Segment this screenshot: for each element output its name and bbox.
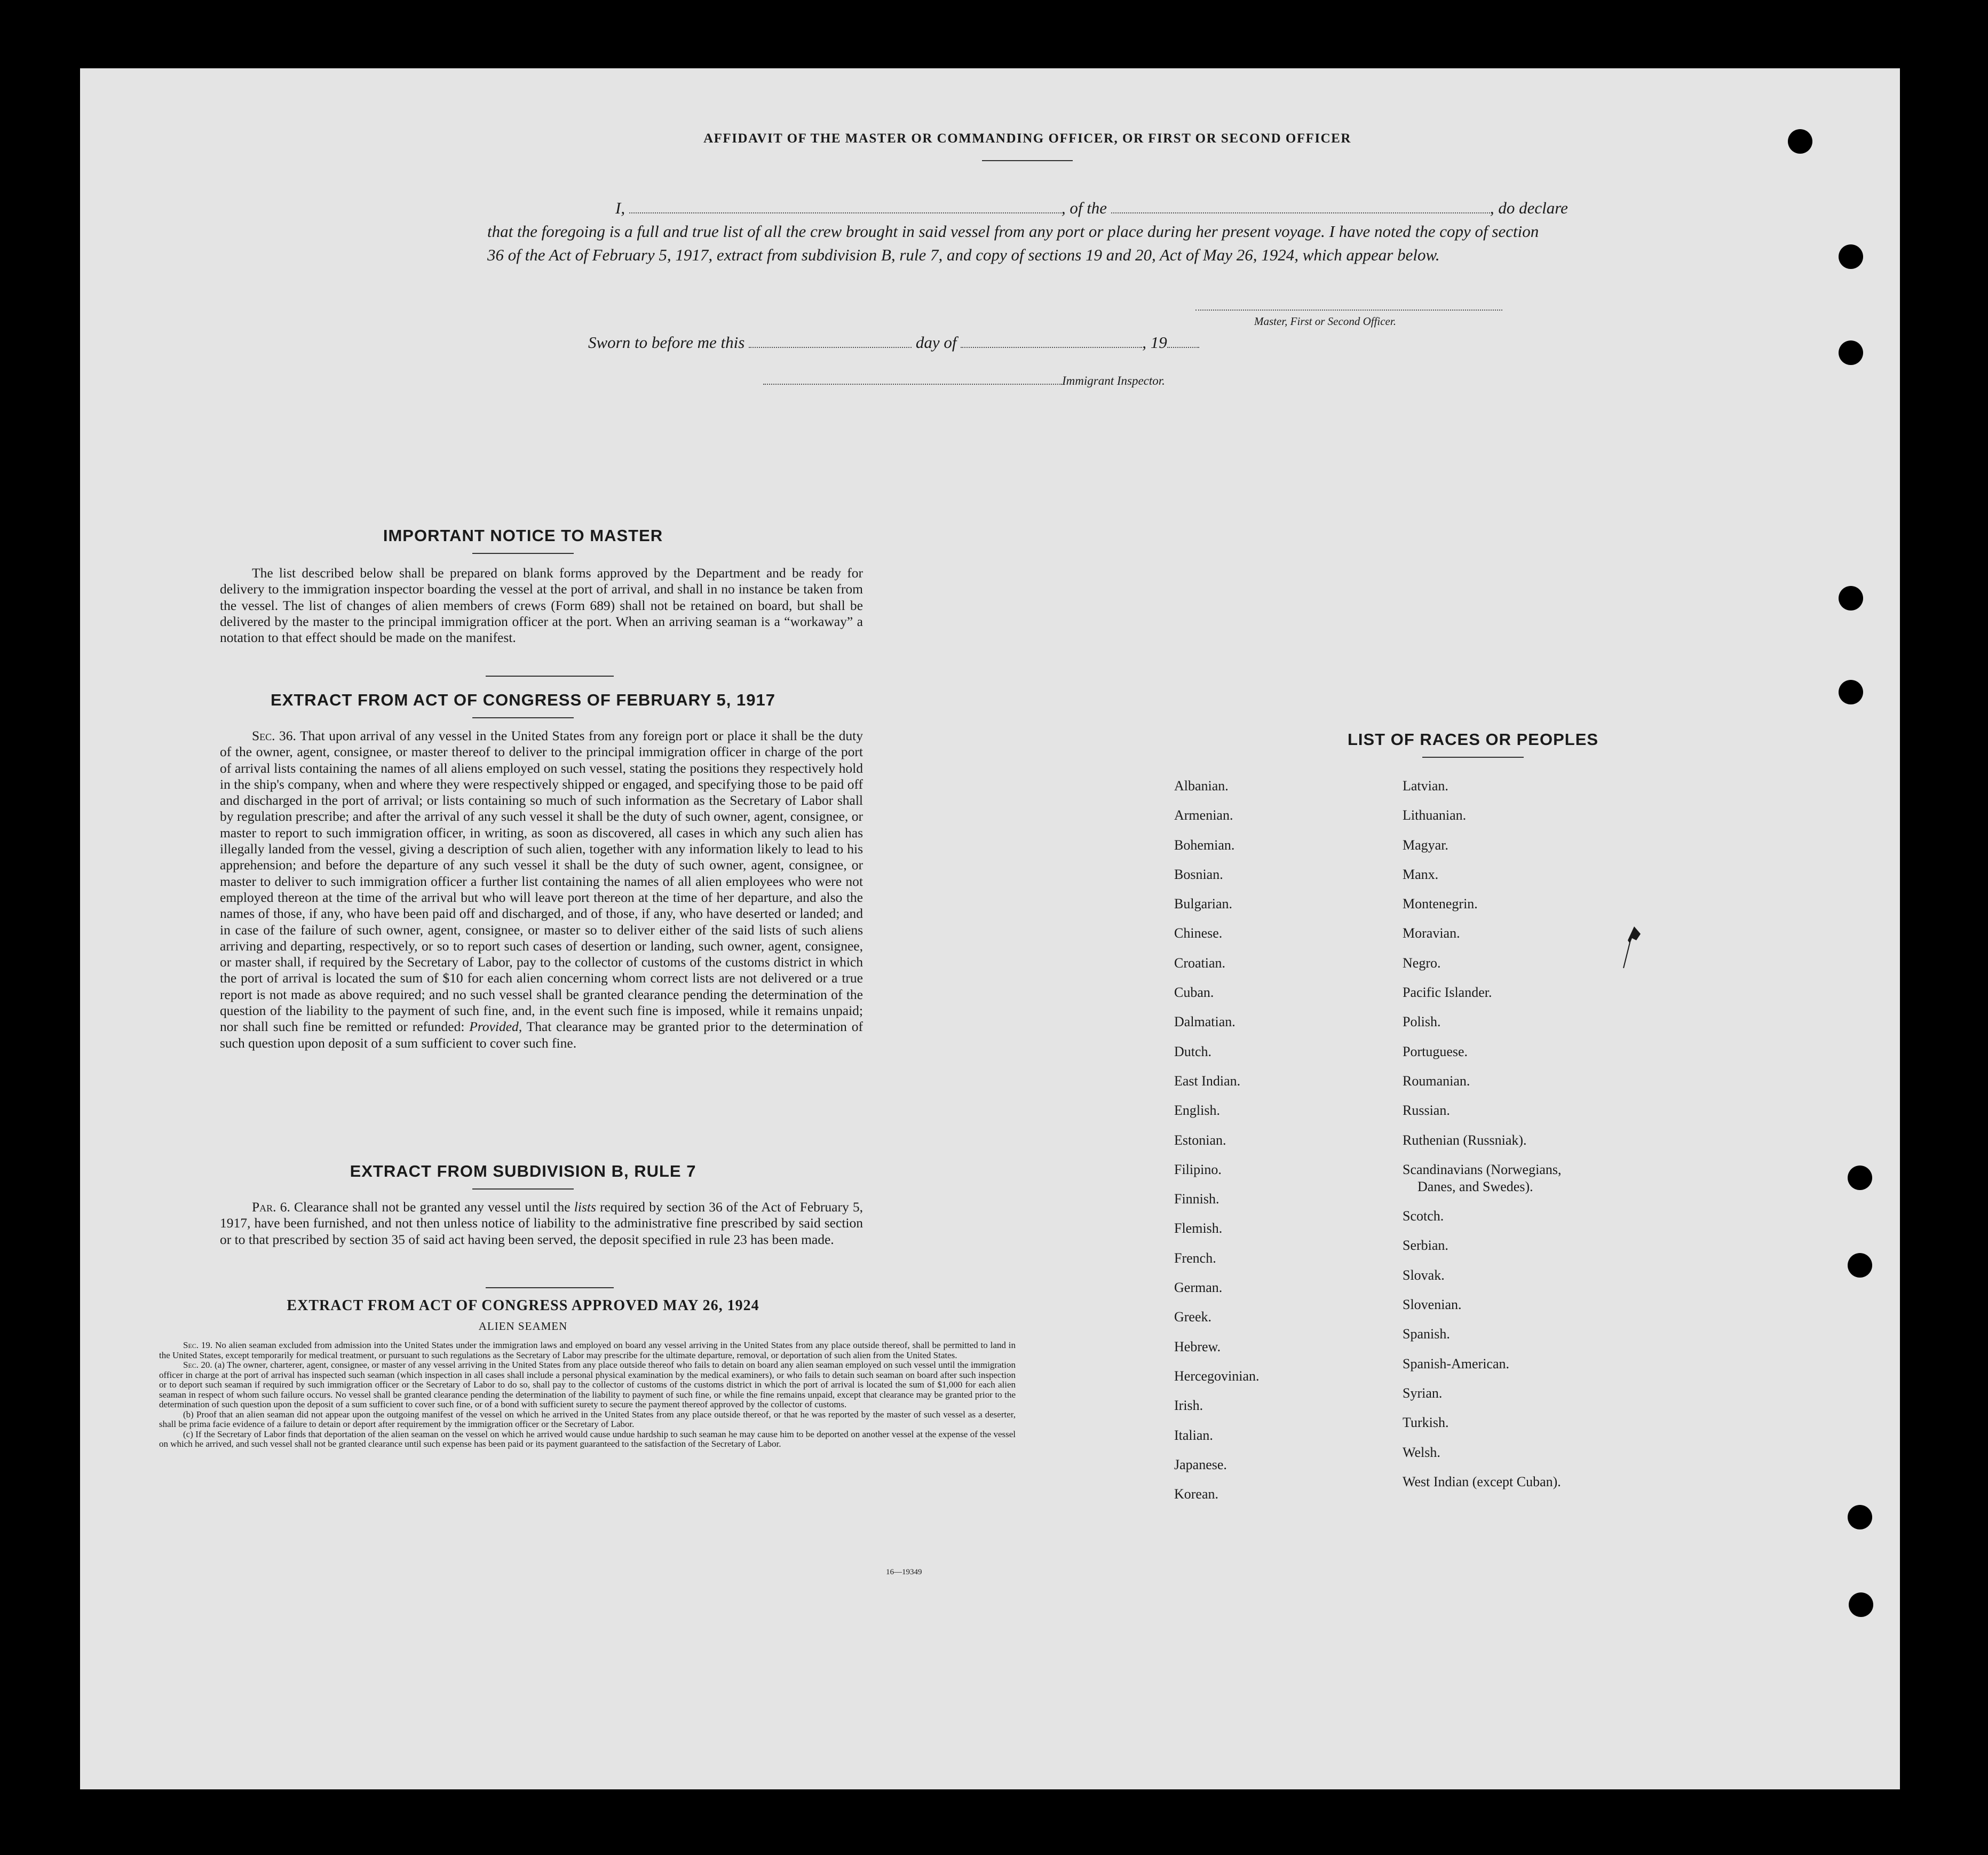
ink-mark [1618,922,1645,970]
race-item: Lithuanian. [1403,807,1467,823]
race-item: West Indian (except Cuban). [1403,1473,1561,1489]
vessel-blank-field[interactable] [1111,199,1490,213]
race-item: Chinese. [1174,925,1223,941]
heading-rule [472,1188,574,1190]
race-item: Korean. [1174,1486,1219,1502]
race-item: Scandinavians (Norwegians, [1403,1161,1562,1177]
race-item: Negro. [1403,955,1441,971]
punch-hole [1849,1592,1873,1617]
title-rule [982,160,1073,161]
inspector-line [763,374,1165,388]
i-label: I, [615,199,625,217]
race-item: Albanian. [1174,778,1229,794]
day-of-label: day of [915,333,957,352]
section-20c-text: (c) If the Secretary of Labor finds that deportation of the alien seaman on the vessel on which he arrived would cause undue hardship to such seaman he may cause him to be deported on another vessel at the expense of the vessel on which he arrived, and such vessel shall not be granted clearance until such expense has been paid or its payment guaranteed to the satisfaction of the Secretary of Labor. [159,1429,1016,1449]
race-item: Hercegovinian. [1174,1368,1260,1384]
punch-hole [1788,129,1812,154]
race-item: Welsh. [1403,1444,1440,1460]
race-item: Danes, and Swedes). [1417,1178,1533,1194]
day-blank-field[interactable] [749,333,912,348]
signature-line[interactable] [1195,310,1502,311]
race-item: Portuguese. [1403,1043,1468,1059]
rule-7-heading [219,1162,827,1190]
name-blank-field[interactable] [629,199,1062,213]
races-left-column [1174,778,1260,1516]
punch-hole [1848,1166,1872,1190]
declaration-text: that the foregoing is a full and true list of all the crew brought in said vessel from any port or place during her present voyage. I have noted the copy of section 36 of the Act of February 5, 1917, extract from subdivision B, rule 7, and copy of sections 19 and 20, Act of May 26, 1924, which appear below. [487,222,1539,264]
race-item: Roumanian. [1403,1073,1470,1089]
affidavit-title-text: AFFIDAVIT OF THE MASTER OR COMMANDING OFFICER, OR FIRST OR SECOND OFFICER [703,131,1351,146]
sworn-line [588,333,1199,352]
race-item: Finnish. [1174,1191,1219,1207]
notice-heading [219,526,827,554]
month-blank-field[interactable] [961,333,1142,348]
lists-word: lists [574,1199,596,1215]
race-item: Filipino. [1174,1161,1222,1177]
race-item: Flemish. [1174,1220,1223,1236]
race-item: Dutch. [1174,1043,1212,1059]
section-36-text: That upon arrival of any vessel in the United States from any foreign port or place it shall be the duty of the owner, agent, consignee, or master thereof to deliver to the principal immigration officer in charge of the port of arrival lists containing the names of all aliens employed on such vessel, stating the positions they respectively hold in the ship's company, when and where they were respectively shipped or engaged, and specifying those to be paid off and discharged in the port of arrival; or lists containing so much of such information as the Secretary of Labor shall by regulation prescribe; and after the arrival of any such vessel it shall be the duty of such owner, agent, consignee, or master to report to such immigration officer, in writing, as soon as discovered, all cases in which any such alien has illegally landed from the vessel, giving a description of such alien, together with any information likely to lead to his apprehension; and before the departure of any such vessel it shall be the duty of such owner, agent, consignee, or master to deliver to such immigration officer a further list containing the names of all alien employees who were not employed thereon at the time of the arrival but who will leave port thereon at the time of her departure, and also the names of those, if any, who have been paid off and discharged, and of those, if any, who have deserted or landed; and in case of the failure of such owner, agent, consignee, or master so to deliver either of the said lists of such aliens arriving and departing, respectively, or so to report such cases of desertion or landing, such owner, agent, consignee, or master shall, if required by the Secretary of Labor, pay to the collector of customs of the customs district in which the port of arrival is located the sum of $10 for each alien concerning whom correct lists are not delivered or a true report is not made as above required; and no such vessel shall be granted clearance pending the determination of the question of the liability to the payment of such fine, and, in the event such fine is imposed, while it remains unpaid; nor shall such fine be remitted or refunded: [220,728,863,1035]
race-item: German. [1174,1280,1223,1296]
race-item: Italian. [1174,1427,1213,1443]
heading-rule [1422,757,1524,758]
race-item: Manx. [1403,866,1439,882]
race-item: Magyar. [1403,837,1448,853]
paragraph-6 [220,1199,863,1248]
section-label: Sec. 36. [252,728,296,743]
section-20a-paragraph [159,1360,1016,1410]
punch-hole [1848,1505,1872,1529]
race-item: Polish. [1403,1014,1441,1030]
race-item: Syrian. [1403,1385,1443,1401]
extract-1924-title: EXTRACT FROM ACT OF CONGRESS APPROVED MAY 26, 1924 [287,1297,759,1314]
heading-rule [472,717,574,718]
race-item: Montenegrin. [1403,896,1478,912]
section-20b-text: (b) Proof that an alien seaman did not appear upon the outgoing manifest of the vessel on which he arrived in the United States from any place outside thereof, or that he was reported by the master of such vessel as a deserter, shall be prima facie evidence of a failure to detain or deport after requirement by the immigration officer or the Secretary of Labor. [159,1409,1016,1429]
race-item: Cuban. [1174,985,1214,1001]
races-heading [1227,730,1718,758]
extract-1917-body [220,728,863,1051]
race-item: Greek. [1174,1309,1212,1325]
punch-hole [1839,680,1863,704]
affidavit-declaration [487,196,1568,267]
par-label: Par. 6. [252,1199,290,1215]
section-label: Sec. 20. [183,1360,212,1370]
races-right-column [1403,778,1561,1503]
punch-hole [1839,244,1863,269]
punch-hole [1848,1253,1872,1278]
document-page [80,68,1900,1789]
form-number: 16—19349 [886,1568,922,1576]
signature-label: Master, First or Second Officer. [1254,315,1396,328]
race-item: English. [1174,1103,1220,1119]
section-36-paragraph [220,728,863,1051]
rule-7-text-a: Clearance shall not be granted any vessel until the [294,1199,571,1215]
sworn-label: Sworn to before me this [588,333,745,352]
race-item: French. [1174,1250,1216,1266]
affidavit-title [630,131,1425,161]
race-item: Moravian. [1403,925,1460,941]
race-item: Scotch. [1403,1208,1444,1224]
race-item: Dalmatian. [1174,1014,1235,1030]
rule-7-title: EXTRACT FROM SUBDIVISION B, RULE 7 [350,1162,696,1180]
race-item: Turkish. [1403,1415,1449,1431]
year-label: , 19 [1142,333,1167,352]
race-item: Hebrew. [1174,1338,1221,1354]
extract-1924-body [159,1341,1016,1449]
extract-1917-title: EXTRACT FROM ACT OF CONGRESS OF FEBRUARY 5, 1917 [271,691,775,709]
race-item: Pacific Islander. [1403,985,1492,1001]
rule-7-text-b: required by section 36 of the Act of February 5, 1917, have been furnished, and not then unless notice of liability to the administrative fine prescribed by said section or to that prescribed by section 35 of said act having been served, the deposit specified in rule 23 has been made. [220,1199,863,1247]
section-label: Sec. 19. [183,1340,213,1350]
inspector-blank-field[interactable] [763,375,1062,385]
inspector-label: Immigrant Inspector. [1062,374,1165,387]
proviso-text: That clearance may be granted prior to the determination of such question upon deposit of a sum sufficient to cover such fine. [220,1019,863,1051]
alien-seamen-subtitle: ALIEN SEAMEN [478,1320,568,1333]
heading-rule [472,553,574,554]
race-item: Serbian. [1403,1238,1448,1254]
race-item: East Indian. [1174,1073,1241,1089]
of-the-label: , of the [1061,199,1107,217]
notice-title: IMPORTANT NOTICE TO MASTER [383,526,663,545]
race-item: Spanish. [1403,1326,1450,1342]
race-item: Bohemian. [1174,837,1235,853]
race-item: Spanish-American. [1403,1355,1510,1372]
rule-7-body [220,1199,863,1248]
race-item: Bosnian. [1174,866,1223,882]
section-19-paragraph [159,1341,1016,1360]
race-item: Ruthenian (Russniak). [1403,1132,1527,1148]
extract-1917-heading [219,691,827,718]
notice-text: The list described below shall be prepared on blank forms approved by the Department and be ready for delivery to the immigration inspector boarding the vessel at the port of arrival, and shall in no instance be taken from the vessel. The list of changes of alien members of crews (Form 689) shall not be retained on board, but shall be delivered by the master to the principal immigration officer at the port. When an arriving seaman is a “workaway” a notation to that effect should be made on the manifest. [220,565,863,646]
punch-hole [1839,340,1863,365]
notice-body [220,565,863,646]
section-divider [486,676,614,677]
race-item: Slovak. [1403,1267,1445,1283]
race-item: Bulgarian. [1174,896,1233,912]
race-item: Irish. [1174,1398,1203,1414]
race-item: Croatian. [1174,955,1226,971]
race-item: Russian. [1403,1103,1450,1119]
race-item: Japanese. [1174,1456,1227,1472]
race-item: Estonian. [1174,1132,1226,1148]
section-19-text: No alien seaman excluded from admission into the United States under the immigration laws and employed on board any vessel arriving in the United States from any place outside thereof, shall be permitted to land in the United States, except temporarily for medical treatment, or pursuant to such regulations as the Secretary of Labor may prescribe for the ultimate departure, removal, or deportation of such alien from the United States. [159,1340,1016,1360]
section-20a-text: (a) The owner, charterer, agent, consignee, or master of any vessel arriving in the United States from any place outside thereof who fails to detain on board any alien seaman employed on such vessel until the immigration officer in charge at the port of arrival has inspected such seaman (which inspection in all cases shall include a personal physical examination by the medical examiners), or who fails to detain such seaman on board after such inspection or to deport such seaman if required by such immigration officer or the Secretary of Labor to do so, shall pay to the collector of customs of the customs district in which the port of arrival is located the sum of $1,000 for each alien seaman in respect of whom such failure occurs. No vessel shall be granted clearance pending the determination of the liability to payment of such fine, or while the fine remains unpaid, except that clearance may be granted prior to the determination of such question upon the deposit of a sum sufficient to cover such fine, or of a bond with sufficient surety to secure the payment thereof approved by the collector of customs. [159,1360,1016,1409]
race-item: Latvian. [1403,778,1448,794]
year-blank-field[interactable] [1167,333,1199,348]
do-declare-label: , do declare [1490,199,1568,217]
punch-hole [1839,586,1863,611]
race-item: Slovenian. [1403,1297,1462,1313]
race-item: Armenian. [1174,807,1233,823]
section-divider [486,1287,614,1288]
proviso-label: Provided, [469,1019,522,1035]
races-title: LIST OF RACES OR PEOPLES [1347,730,1599,749]
